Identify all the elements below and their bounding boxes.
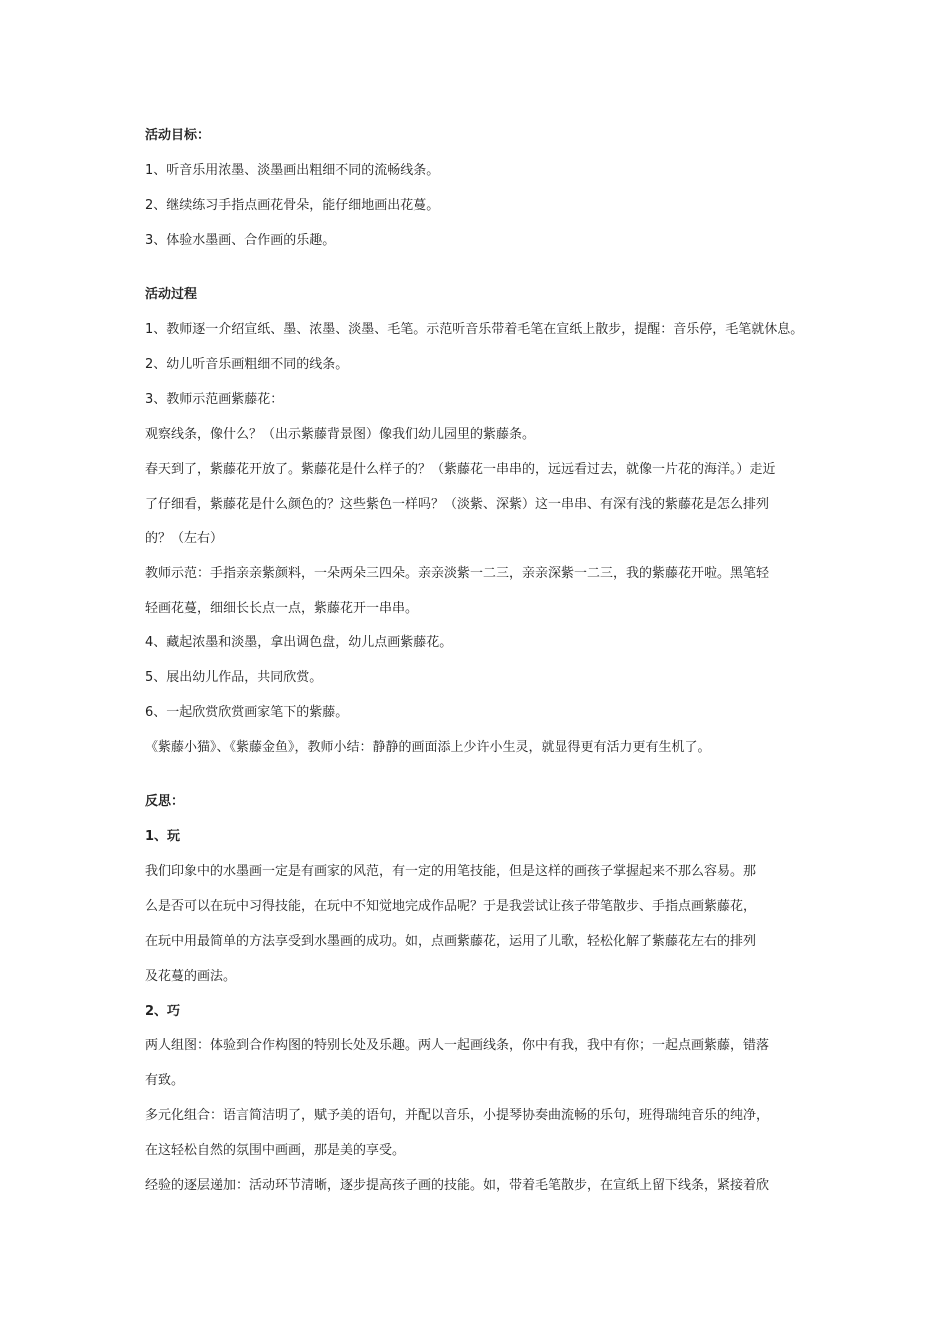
process-line: 的？（左右） <box>145 531 224 546</box>
goal-item: 2、继续练习手指点画花骨朵，能仔细地画出花蔓。 <box>145 198 440 213</box>
reflection-line: 经验的逐层递加：活动环节清晰，逐步提高孩子画的技能。如，带着毛笔散步，在宣纸上留下线条，紧接着欣 <box>145 1178 770 1193</box>
process-line: 1、教师逐一介绍宣纸、墨、浓墨、淡墨、毛笔。示范听音乐带着毛笔在宣纸上散步，提醒：音乐停，毛笔就休息。 <box>145 322 804 337</box>
reflection-sub-heading: 1、玩 <box>145 829 181 844</box>
process-line: 轻画花蔓，细细长长点一点，紫藤花开一串串。 <box>145 601 419 616</box>
reflection-line: 及花蔓的画法。 <box>145 969 237 984</box>
process-line: 了仔细看，紫藤花是什么颜色的？这些紫色一样吗？（淡紫、深紫）这一串串、有深有浅的紫藤花是怎么排列 <box>145 497 770 512</box>
goal-item: 3、体验水墨画、合作画的乐趣。 <box>145 233 336 248</box>
process-line: 春天到了，紫藤花开放了。紫藤花是什么样子的？（紫藤花一串串的，远远看过去，就像一片花的海洋。）走近 <box>145 462 776 477</box>
reflection-sub-heading: 2、巧 <box>145 1004 181 1019</box>
process-line: 5、展出幼儿作品，共同欣赏。 <box>145 670 323 685</box>
reflection-line: 在玩中用最简单的方法享受到水墨画的成功。如，点画紫藤花，运用了儿歌，轻松化解了紫藤花左右的排列 <box>145 934 757 949</box>
process-line: 观察线条，像什么？（出示紫藤背景图）像我们幼儿园里的紫藤条。 <box>145 427 536 442</box>
reflection-line: 两人组图：体验到合作构图的特别长处及乐趣。两人一起画线条，你中有我，我中有你；一起点画紫藤，错落 <box>145 1038 770 1053</box>
process-line: 4、藏起浓墨和淡墨，拿出调色盘，幼儿点画紫藤花。 <box>145 635 453 650</box>
goals-heading: 活动目标： <box>145 128 211 143</box>
goal-item: 1、听音乐用浓墨、淡墨画出粗细不同的流畅线条。 <box>145 163 440 178</box>
reflection-line: 多元化组合：语言简洁明了，赋予美的语句，并配以音乐，小提琴协奏曲流畅的乐句，班得瑞纯音乐的纯净， <box>145 1108 770 1123</box>
process-line: 6、一起欣赏欣赏画家笔下的紫藤。 <box>145 705 349 720</box>
process-line: 教师示范：手指亲亲紫颜料，一朵两朵三四朵。亲亲淡紫一二三，亲亲深紫一二三，我的紫藤花开啦。黑笔轻 <box>145 566 770 581</box>
process-line: 3、教师示范画紫藤花： <box>145 392 284 407</box>
reflection-line: 在这轻松自然的氛围中画画，那是美的享受。 <box>145 1143 406 1158</box>
process-line: 《紫藤小猫》、《紫藤金鱼》，教师小结：静静的画面添上少许小生灵，就显得更有活力更有生机了。 <box>145 740 711 755</box>
reflection-line: 么是否可以在玩中习得技能，在玩中不知觉地完成作品呢？于是我尝试让孩子带笔散步、手指点画紫藤花， <box>145 899 757 914</box>
reflection-heading: 反思： <box>145 794 185 809</box>
process-heading: 活动过程 <box>145 287 198 302</box>
reflection-line: 有致。 <box>145 1073 185 1088</box>
reflection-line: 我们印象中的水墨画一定是有画家的风范，有一定的用笔技能，但是这样的画孩子掌握起来不那么容易。那 <box>145 864 757 879</box>
process-line: 2、幼儿听音乐画粗细不同的线条。 <box>145 357 349 372</box>
